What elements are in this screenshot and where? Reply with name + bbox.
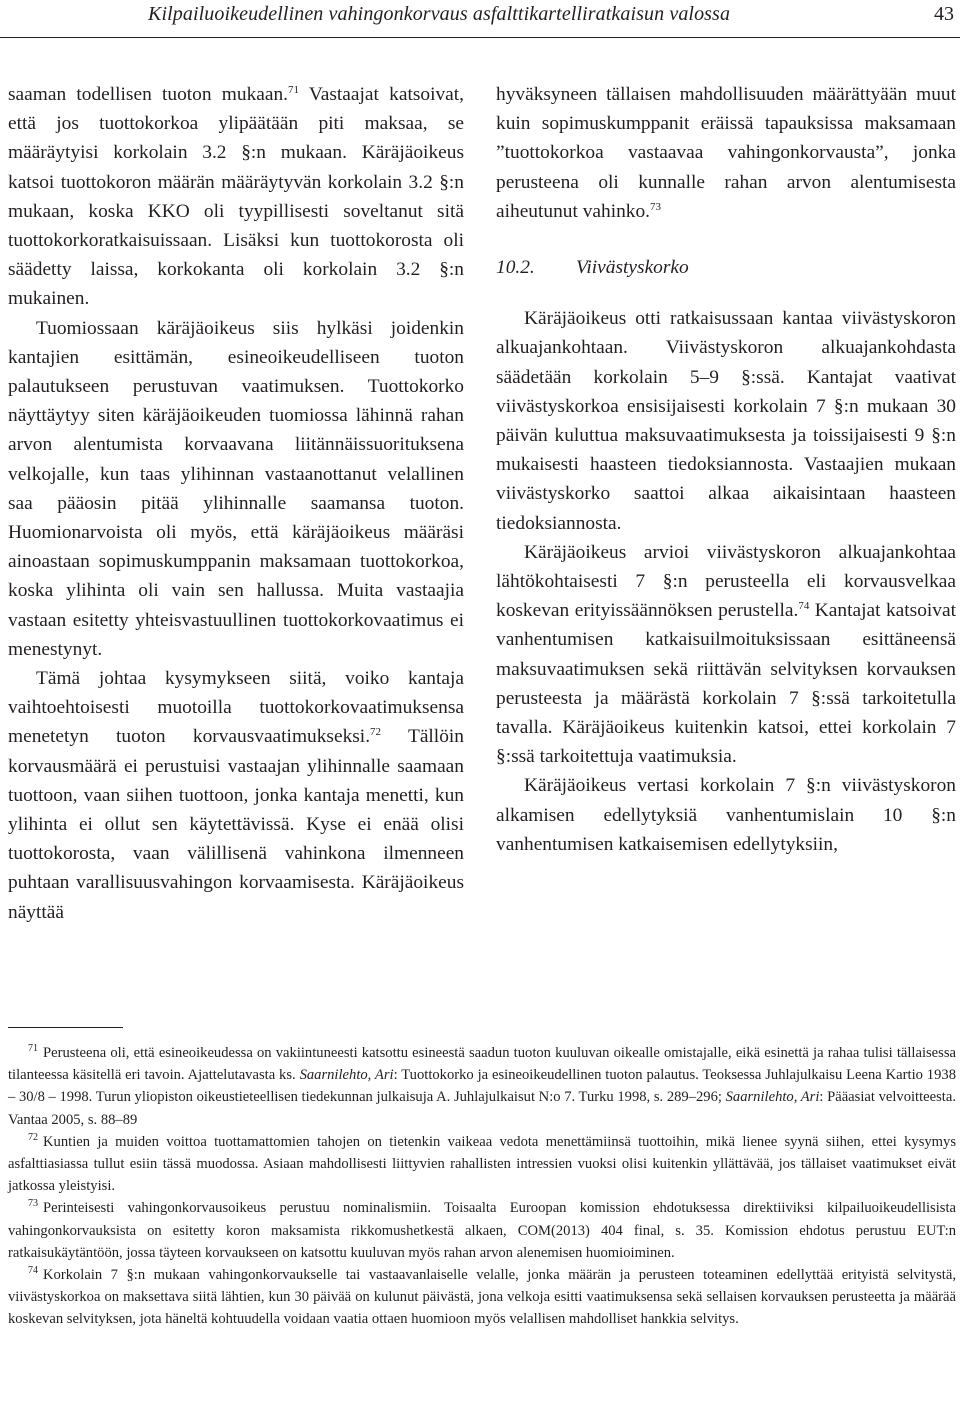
footnote-number: 72: [28, 1131, 38, 1143]
footnote-number: 71: [28, 1043, 38, 1054]
left-column: [8, 80, 464, 927]
section-heading: [496, 253, 956, 282]
footnote-ref-74[interactable]: 74: [798, 600, 810, 613]
footnote-number: 73: [28, 1198, 38, 1210]
section-number: 10.2.: [496, 257, 535, 279]
paragraph-right-1: hyväksyneen tällaisen mahdollisuuden määrättyään muut kuin sopimuskumppanit eräissä tapauksissa maksamaan ”tuottokorkoa vastaavaa vahingonkorvausta”, jonka perusteena oli kunnalle rahan arvon alentumisesta aiheutunut vahinko.$^{73}$: [496, 84, 956, 222]
footnote-ref-72[interactable]: 72: [370, 726, 382, 739]
right-column: [496, 80, 956, 859]
footnote-71: $^{71}$ Perusteena oli, että esineoikeudessa on vakiintuneesti katsottu esineestä saadun tuoton kuuluvan oikealle omistajalle, eikä esinettä ja rahaa tulisi tällaisessa tilanteessa käsitellä eri tavoin. Ajattelutavasta ks. Saarnilehto, Ari: Tuottokorko ja esineoikeudellinen tuoton palautus. Teoksessa Juhlajulkaisu Leena Kartio 1938 – 30/8 – 1998. Turun yliopiston oikeustieteellisen tiedekunnan julkaisuja A. Juhlajulkaisut N:o 7. Turku 1998, s. 289–296; Saarnilehto, Ari: Pääasiat velvoitteesta. Vantaa 2005, s. 88–89: [8, 1043, 956, 1128]
running-header: [0, 0, 960, 40]
paragraph-left-1: saaman todellisen tuoton mukaan.$^{71}$ Vastaajat katsoivat, että jos tuottokorkoa ylipäätään piti maksaa, se määräytyisi korkolain 3.2 §:n mukaan. Käräjäoikeus katsoi tuottokoron määrän määräytyvän korkolain 3.2 §:n mukaan, koska KKO oli tyypillisesti soveltanut sitä tuottokorkoratkaisuissaan. Lisäksi kun tuottokorosta oli säädetty laissa, korkokanta oli korkolain 3.2 §:n mukainen.: [8, 84, 464, 310]
footnote-number: 74: [28, 1265, 38, 1277]
running-header-title: Kilpailuoikeudellinen vahingonkorvaus asfalttikartelliratkaisun valossa: [148, 3, 731, 25]
footnote-ref-71[interactable]: 71: [288, 84, 300, 96]
section-title: Viivästyskorko: [576, 257, 689, 279]
paragraph-right-4: Käräjäoikeus vertasi korkolain 7 §:n viivästyskoron alkamisen edellytyksiä vanhentumislain 10 §:n vanhentumisen katkaisemisen edellytyksiin,: [496, 775, 956, 855]
paragraph-right-3: Käräjäoikeus arvioi viivästyskoron alkuajankohtaa lähtökohtaisesti 7 §:n perusteella eli korvausvelkaa koskevan erityissäännöksen perustella.$^{74}$ Kantajat katsoivat vanhentumisen katkaisuilmoituksissaan esittäneensä maksuvaatimuksen sekä riittävän selvityksen korvauksen perusteesta ja määrästä korkolain 7 §:ssä tarkoitetulla tavalla. Käräjäoikeus kuitenkin katsoi, ettei korkolain 7 §:ssä tarkoitettuja vaatimuksia.: [496, 541, 956, 768]
footnote-separator: [8, 1027, 123, 1028]
footnote-ref-73[interactable]: 73: [650, 200, 662, 213]
header-rule: [0, 37, 960, 38]
footnote-73: $^{73}$ Perinteisesti vahingonkorvausoikeus perustuu nominalismiin. Toisaalta Euroopan komission ehdotuksessa direktiiviksi kilpailuoikeudellisista vahingonkorvauksista on esitetty koron maksamista rikkomushetkestä alkaen, COM(2013) 404 final, s. 35. Komission ehdotus perustuu EUT:n ratkaisukäytäntöön, jossa täyteen korvaukseen on katsottu kuuluvan myös rahan arvon alenemisen huomioiminen.: [8, 1198, 956, 1261]
footnotes: [8, 1042, 956, 1331]
footnote-72: $^{72}$ Kuntien ja muiden voittoa tuottamattomien tahojen on tietenkin vaikeaa vedota menettämiinsä tuottoihin, mikä lienee syynä siihen, ettei kysymys asfalttiasiassa tullut esiin tässä muodossa. Asiaan mahdollisesti liittyvien rahallisten intressien vuoksi olisi kuitenkin yllättävää, jos tällaiset vaatimukset eivät jatkossa yleistyisi.: [8, 1131, 956, 1195]
paragraph-left-3: Tämä johtaa kysymykseen siitä, voiko kantaja vaihtoehtoisesti muotoilla tuottokorkovaatimuksensa menetetyn tuoton korvausvaatimukseksi.$^{72}$ Tällöin korvausmäärä ei perustuisi vastaajan ylihinnalle saamaan tuottoon, vaan siihen tuottoon, jonka kantaja menetti, kun ylihinta ei ollut sen käytettävissä. Kyse ei enää olisi tuottokorosta, vaan välillisenä vahinkona ilmenneen puhtaan varallisuusvahingon korvaamisesta. Käräjäoikeus näyttää: [8, 668, 464, 923]
footnote-74: $^{74}$ Korkolain 7 §:n mukaan vahingonkorvaukselle tai vastaavanlaiselle velalle, jonka määrän ja perusteen toteaminen edellyttää erityistä selvitystä, viivästyskorkoa on maksettava siitä lähtien, kun 30 päivää on kulunut päivästä, jona velkoja esitti vaatimuksensa sekä sellaisen korvauksen perusteetta ja määrää koskevan selvityksen, jota häneltä kohtuudella voidaan vaatia ottaen huomioon myös velallisen mahdolliset hankkia selvitys.: [8, 1265, 956, 1328]
page-number: 43: [934, 3, 954, 25]
paragraph-left-2: Tuomiossaan käräjäoikeus siis hylkäsi joidenkin kantajien esittämän, esineoikeudelliseen tuoton palautukseen perustuvan vaatimuksen. Tuottokorko näyttäytyy siten käräjäoikeuden tuomiossa lähinnä rahan arvon alentumista korvaavana liitännäissuorituksena velkojalle, kun taas ylihinnan vastaanottanut velallinen saa pääosin pitää ylihinnalle saamansa tuoton. Huomionarvoista oli myös, että käräjäoikeus määräsi ainoastaan sopimuskumppanin maksamaan tuottokorkoa, koska ylihinta oli vain sen hallussa. Muita vastaajia vastaan esitetty yhteisvastuullinen tuottokorkovaatimus ei menestynyt.: [8, 317, 464, 660]
paragraph-right-2: Käräjäoikeus otti ratkaisussaan kantaa viivästyskoron alkuajankohtaan. Viivästyskoron alkuajankohdasta säädetään korkolain 5–9 §:ssä. Kantajat vaativat viivästyskorkoa ensisijaisesti korkolain 7 §:n mukaan 30 päivän kuluttua maksuvaatimuksesta ja toissijaisesti 9 §:n mukaisesti haasteen tiedoksiannosta. Vastaajien mukaan viivästyskorko saattoi alkaa aikaisintaan haasteen tiedoksiannosta.: [496, 308, 956, 534]
